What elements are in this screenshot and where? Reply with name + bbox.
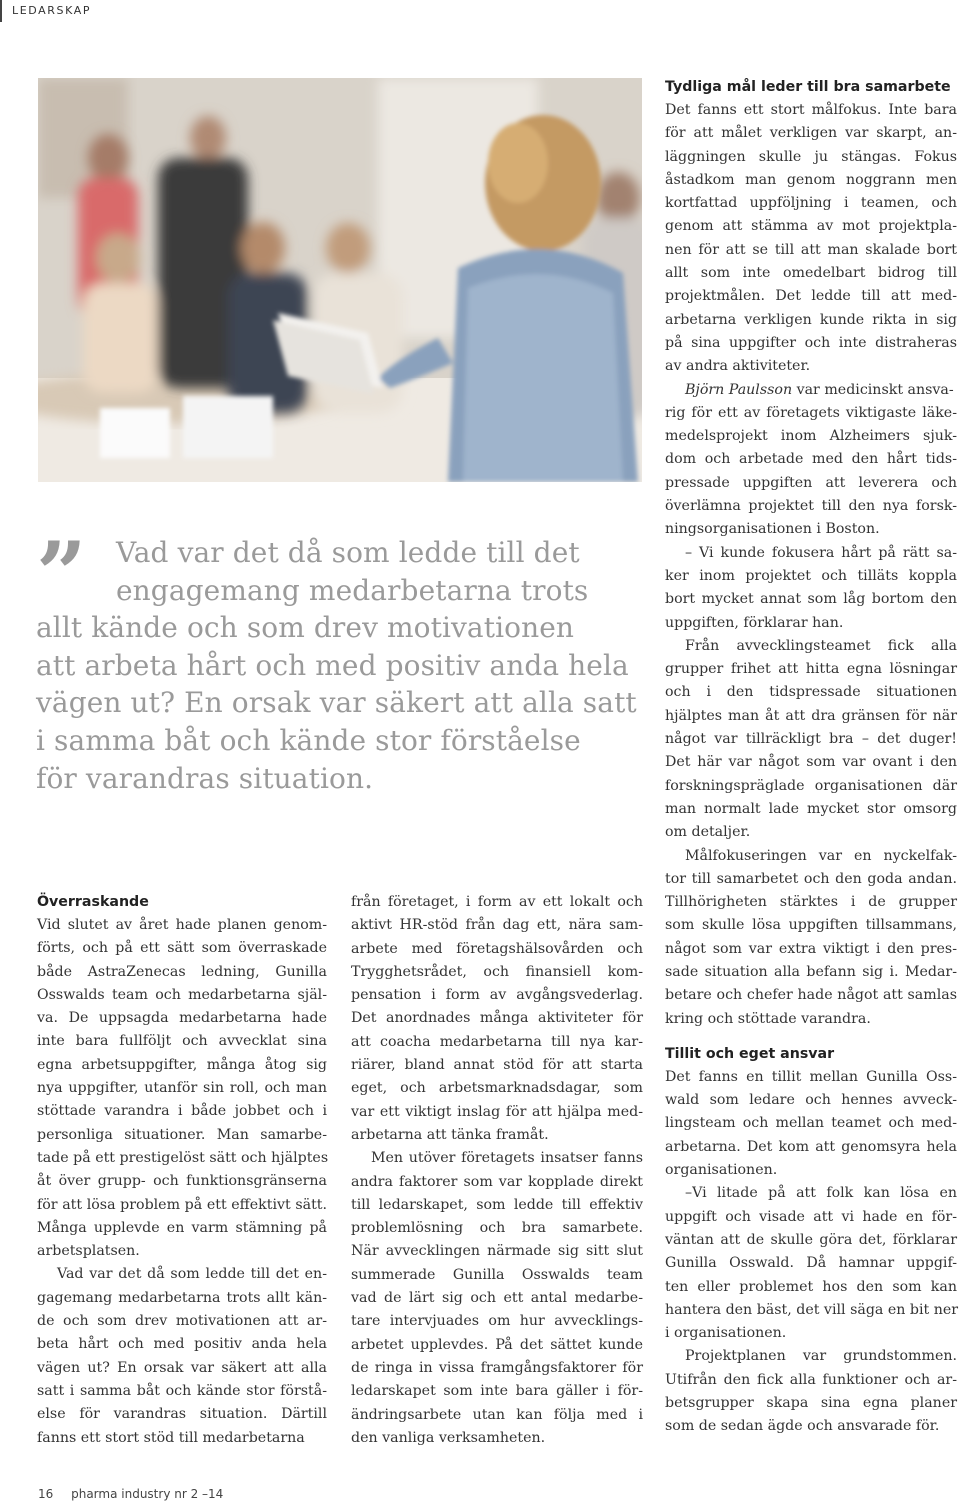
text-line: Från avvecklingsteamet fick alla [685,637,957,654]
text-fragment: var medicinskt ansva- [792,381,954,398]
text-line: ledarskapet som inte bara gäller i för- [351,1383,643,1400]
text-line: satt i samma båt och kände stor förstå- [37,1382,327,1399]
text-line: Projektplanen var grundstommen. [685,1348,957,1365]
text-line: Tillhörigheten stärktes i de grupper [665,894,957,911]
column-3 [665,76,957,1439]
text-line: nen för att se till att man skalade bort [665,241,957,258]
publication-name: pharma industry nr 2 –14 [71,1487,224,1501]
text-line: ten eller problemet hos den som kan [665,1278,957,1295]
spacer [665,1031,957,1043]
text-line: hjälptes man åt att dra gränsen för när [665,707,957,724]
text-line: Men utöver företagets insatser fanns [371,1150,643,1167]
paragraph-first-line [665,379,957,402]
meeting-photo [38,78,642,482]
text-line: Trygghetsrådet, och finansiell kom- [351,963,643,980]
text-line: uppgiften, förklarar han. [665,614,844,631]
text-line: från företaget, i form av ett lokalt och [351,894,643,910]
text-line: man normalt lade mycket stor omsorg [665,800,957,817]
text-line: den vanliga verksamheten. [351,1429,546,1446]
text-line: nya uppgifter, utanför sin roll, och man [37,1080,327,1097]
text-line: för att målet verkligen var skarpt, an- [665,125,957,142]
text-line: överlämna projektet till den nya forsk- [665,498,957,515]
text-line: –Vi litade på att folk kan lösa en [685,1185,957,1202]
text-line: Många upplevde en varm stämning på [37,1219,327,1236]
text-line: Utifrån den fick alla funktioner och ar- [665,1371,957,1388]
text-line: forskningspräglade organisationen där [665,777,957,794]
text-line: ker inom projektet och tilläts koppla [665,567,957,584]
text-line: beta hårt och med positiv anda hela [37,1336,327,1353]
text-line: läggningen skulle ju stängas. Fokus [665,148,957,165]
text-line: något var tillräckligt bra – det duger! [665,731,957,748]
text-line: personliga situationer. Man samarbe- [37,1126,327,1143]
text-line: betare och chefer hade något att samlas [665,987,957,1004]
text-line: – Vi kunde fokusera hårt på rätt sa- [685,544,957,561]
text-line: summerade Gunilla Osswalds team [351,1266,643,1283]
paragraph [351,1147,643,1450]
text-line: pensation i form av avgångsvederlag. [351,987,643,1004]
text-line: Osswalds team och medarbetarna själ- [37,986,327,1003]
subheading-tydliga-mal: Tydliga mål leder till bra samarbete [665,79,951,95]
text-line: kortfattad uppföljning i teamen, och [665,195,957,212]
text-line: förts, och på ett sätt som överraskade [37,940,327,957]
text-line: fanns ett stort stöd till medarbetarna [37,1429,305,1446]
text-line: genom att stämma av mot projektpla- [665,218,957,235]
text-line: att coacha medarbetarna till nya kar- [351,1033,643,1050]
text-line: till ledarskapet, som ledde till effektiv [351,1196,643,1213]
column-1 [37,891,327,1450]
page-footer [38,1484,223,1502]
text-line: Vid slutet av året hade planen genom- [37,917,327,933]
section-tag: LEDARSKAP [0,0,91,22]
text-line: organisationen. [665,1162,778,1179]
text-line: på sina uppgifter och inte distraheras [665,334,957,351]
text-line: både AstraZenecas ledning, Gunilla [37,963,327,980]
text-line: uppgift och visade att vi hade en för- [665,1208,957,1225]
text-line: lingsteam och mellan teamet och med- [665,1115,957,1132]
pull-quote-line: att arbeta hårt och med positiv anda hela [36,648,629,682]
text-line: grupper frihet att hitta egna lösningar [665,661,957,678]
page-number: 16 [38,1487,54,1501]
text-line: andra faktorer som var kopplade direkt [351,1173,643,1190]
text-line: väntan att de skulle göra det, förklarar [665,1231,957,1248]
quote-mark-icon: ” [36,522,87,626]
text-line: åt över grupp- och funktionsgränserna [37,1173,327,1190]
text-line: av andra aktiviteter. [665,358,811,375]
text-line: i organisationen. [665,1325,787,1342]
text-line: vad de lärt sig och ett antal medarbe- [351,1290,643,1307]
text-line: åstadkom man genom noggrann men [665,171,957,188]
text-line: betsgrupper skapa sina egna planer [665,1395,957,1412]
text-line: ningsorganisationen i Boston. [665,521,880,538]
pull-quote-line: Vad var det då som ledde till det [116,536,580,569]
text-line: allt som inte omedelbart bidrog till [665,265,957,282]
subheading-tillit: Tillit och eget ansvar [665,1045,835,1062]
text-line: de och som drev motivationen att ar- [37,1313,327,1330]
column-2 [351,891,643,1450]
text-line: de ringa in vissa framgångsfaktorer för [351,1359,643,1376]
pull-quote-line: allt kände och som drev motivationen [36,611,575,645]
paragraph [665,1345,957,1438]
text-line: aktivt HR-stöd från dag ett, nära sam- [351,917,643,934]
text-line: tor till samarbetet och den goda andan. [665,870,957,887]
text-line: stöttade varandra i både jobbet och i [37,1103,327,1120]
text-line: egna arbetsuppgifter, många åtog sig [37,1056,327,1073]
text-line: Det fanns ett stort målfokus. Inte bara [665,102,957,118]
text-line: Gunilla Osswald. Då hamnar uppgif- [665,1255,957,1272]
text-line: Vad var det då som ledde till det en- [57,1266,327,1283]
paragraph [665,1182,957,1345]
text-line: pressade uppgiften att leverera och [665,474,957,491]
text-line: hantera den bäst, det vill säga en bit ner [665,1301,959,1318]
text-line: arbetarna verkligen kunde rikta in sig [665,311,957,328]
text-line: arbetet upplevdes. På det sättet kunde [351,1336,643,1353]
text-line: problemlösning och bra samarbete. [351,1220,643,1237]
paragraph [37,1263,327,1449]
text-line: eget, och arbetsmarknadsdagar, som [351,1080,643,1097]
text-line: arbetarna. Det kom att genomsyra hela [665,1138,957,1155]
subheading-overraskande: Överraskande [37,894,149,910]
paragraph [665,635,957,845]
text-line: sade situation alla befann sig i. Medar- [665,963,957,980]
paragraph [351,891,643,1147]
text-line: medelsprojekt inom Alzheimers sjuk- [665,428,957,445]
text-line: vägen ut? En orsak var säkert att alla [37,1359,327,1376]
text-line: som skulle lösa uppgiften tillsammans, [665,917,957,934]
paragraph [665,542,957,635]
text-line: kring och stöttade varandra. [665,1010,871,1027]
text-line: arbetsplatsen. [37,1243,140,1260]
text-line: som de sedan ägde och ansvarade för. [665,1418,940,1435]
text-line: När avvecklingen närmade sig sitt slut [351,1243,643,1260]
pull-quote-line: vägen ut? En orsak var säkert att alla satt [36,686,637,720]
paragraph [665,845,957,1031]
text-line: wald som ledare och hennes avveck- [665,1092,957,1109]
text-line: inte bara fullföljt och avvecklat sina [37,1033,327,1050]
pull-quote-line: engagemang medarbetarna trots [116,573,589,607]
text-line: arbetarna att tänka framåt. [351,1126,549,1143]
person-name: Björn Paulsson [685,381,793,398]
text-line: dom och arbetade med den hårt tids- [665,451,957,468]
text-line: va. De uppsagda medarbetarna hade [37,1010,327,1027]
text-line: något som var extra viktigt i den pres- [665,940,957,957]
pull-quote-line: i samma båt och kände stor förståelse [36,723,581,757]
text-line: tade på ett prestigelöst sätt och hjälptes [37,1149,329,1166]
text-line: ändringsarbete utan kan följa med i [351,1406,643,1423]
text-line: Målfokuseringen var en nyckelfak- [685,847,957,864]
paragraph [665,99,957,379]
text-line: var ett viktigt inslag för att hjälpa med- [351,1103,643,1120]
text-line: Det här var något som var ovant i den [665,754,957,771]
text-line: om detaljer. [665,824,751,841]
paragraph [37,914,327,1263]
text-line: projektmålen. Det ledde till att med- [665,288,957,305]
text-line: else för varandras situation. Därtill [37,1406,327,1423]
text-line: bort mycket annat som låg bortom den [665,591,957,608]
text-line: arbete med företagshälsovården och [351,940,643,957]
text-line: gagemang medarbetarna trots allt kän- [37,1289,327,1306]
paragraph [665,402,957,542]
text-line: Det anordnades många aktiviteter för [351,1010,643,1027]
text-line: för att lösa problem på ett effektivt sätt. [37,1196,327,1213]
pull-quote-line: för varandras situation. [36,761,374,795]
text-line: och i den tidspressade situationen [665,684,957,701]
text-line: riärer, bland annat stöd för att starta [351,1057,643,1074]
text-line: Det fanns en tillit mellan Gunilla Oss- [665,1068,957,1085]
text-line: tare intervjuades om hur avvecklings- [351,1313,643,1330]
paragraph [665,1066,957,1182]
text-line: rig för ett av företagets viktigaste läke- [665,404,957,421]
pull-quote [36,522,637,797]
